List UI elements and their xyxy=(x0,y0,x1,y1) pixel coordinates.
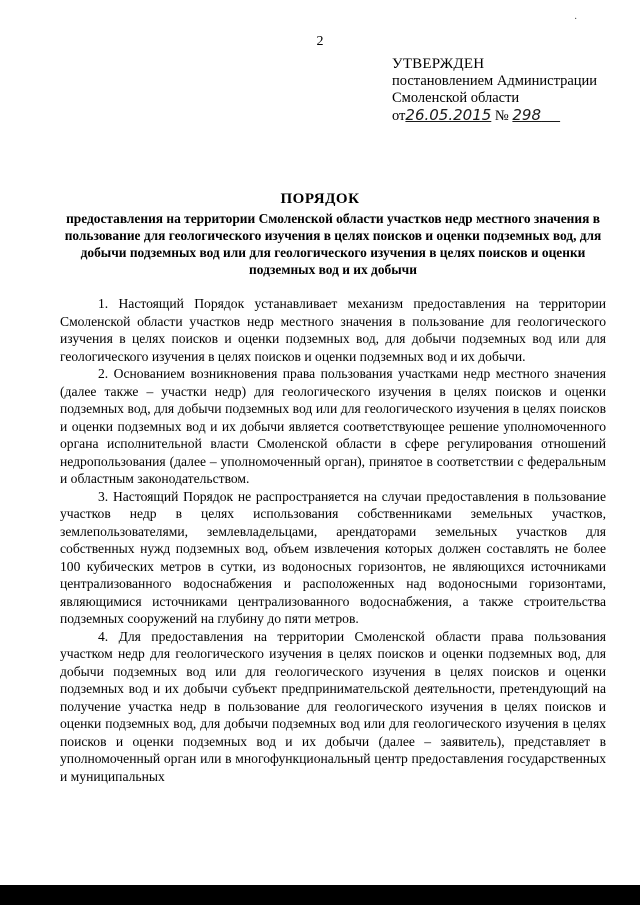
paragraph-4: 4. Для предоставления на территории Смоленской области права пользования участком недр для геологического изучения в целях поисков и оценки подземных вод, для добычи подземных вод или для геологического изучения в целях поисков и оценки подземных вод и их добычи субъект предпринимательской деятельности, претендующий на получение участка недр в пользование для геологического изучения в целях поисков и оценки подземных вод, для добычи подземных вод или для геологического изучения в целях поисков и оценки подземных вод и их добычи (далее – заявитель), представляет в уполномоченный орган или в многофункциональный центр предоставления государственных и муниципальных xyxy=(60,628,606,784)
approved-heading: УТВЕРЖДЕН xyxy=(392,56,485,72)
paragraph-1: 1. Настоящий Порядок устанавливает механизм предоставления на территории Смоленской области участков недр местного значения в пользование для геологического изучения в целях поисков и оценки подземных вод, для добычи подземных вод или для геологического изучения в целях поисков и оценки подземных вод и их добычи. xyxy=(60,296,606,364)
handwritten-number: 298 xyxy=(512,106,542,124)
number-prefix: № xyxy=(494,108,509,124)
date-prefix: от xyxy=(392,108,406,124)
document-title: ПОРЯДОК xyxy=(280,191,360,207)
document-body xyxy=(60,295,606,785)
approval-line-1: постановлением Администрации xyxy=(392,73,598,89)
page-number: 2 xyxy=(316,34,324,49)
approval-date-line xyxy=(392,107,632,125)
paragraph-3: 3. Настоящий Порядок не распространяется на случаи предоставления в пользование участков недр в целях использования собственниками земельных участков, землепользователями, землевладельцами, арендаторами земельных участков для собственных нужд подземных вод, объем извлечения которых должен составлять не более 100 кубических метров в сутки, из водоносных горизонтов, не являющихся источниками централизованного водоснабжения и расположенных над водоносными горизонтами, являющимися источниками централизованного водоснабжения, а также строительства подземных сооружений на глубину до пяти метров. xyxy=(60,488,606,626)
paragraph-2: 2. Основанием возникновения права пользования участками недр местного значения (далее также – участки недр) для геологического изучения в целях поисков и оценки подземных вод, для добычи подземных вод или для геологического изучения в целях поисков и оценки подземных вод и их добычи является соответствующее решение уполномоченного органа исполнительной власти Смоленской области в сфере регулирования отношений недропользования (далее – уполномоченный орган), принятое в соответствии с федеральным и областным законодательством. xyxy=(60,366,606,486)
approval-line-2: Смоленской области xyxy=(392,90,520,106)
number-underline-tail xyxy=(541,106,560,124)
document-subtitle: предоставления на территории Смоленской области участков недр местного значения в пользование для геологического изучения в целях поисков и оценки подземных вод, для добычи подземных вод или для геологического изучения в целях поисков и оценки подземных вод и их добычи xyxy=(64,211,602,277)
scan-bottom-border xyxy=(0,885,640,905)
approval-stamp xyxy=(392,56,632,125)
handwritten-date: 26.05.2015 xyxy=(405,106,492,124)
scan-corner-mark: · xyxy=(574,14,578,25)
